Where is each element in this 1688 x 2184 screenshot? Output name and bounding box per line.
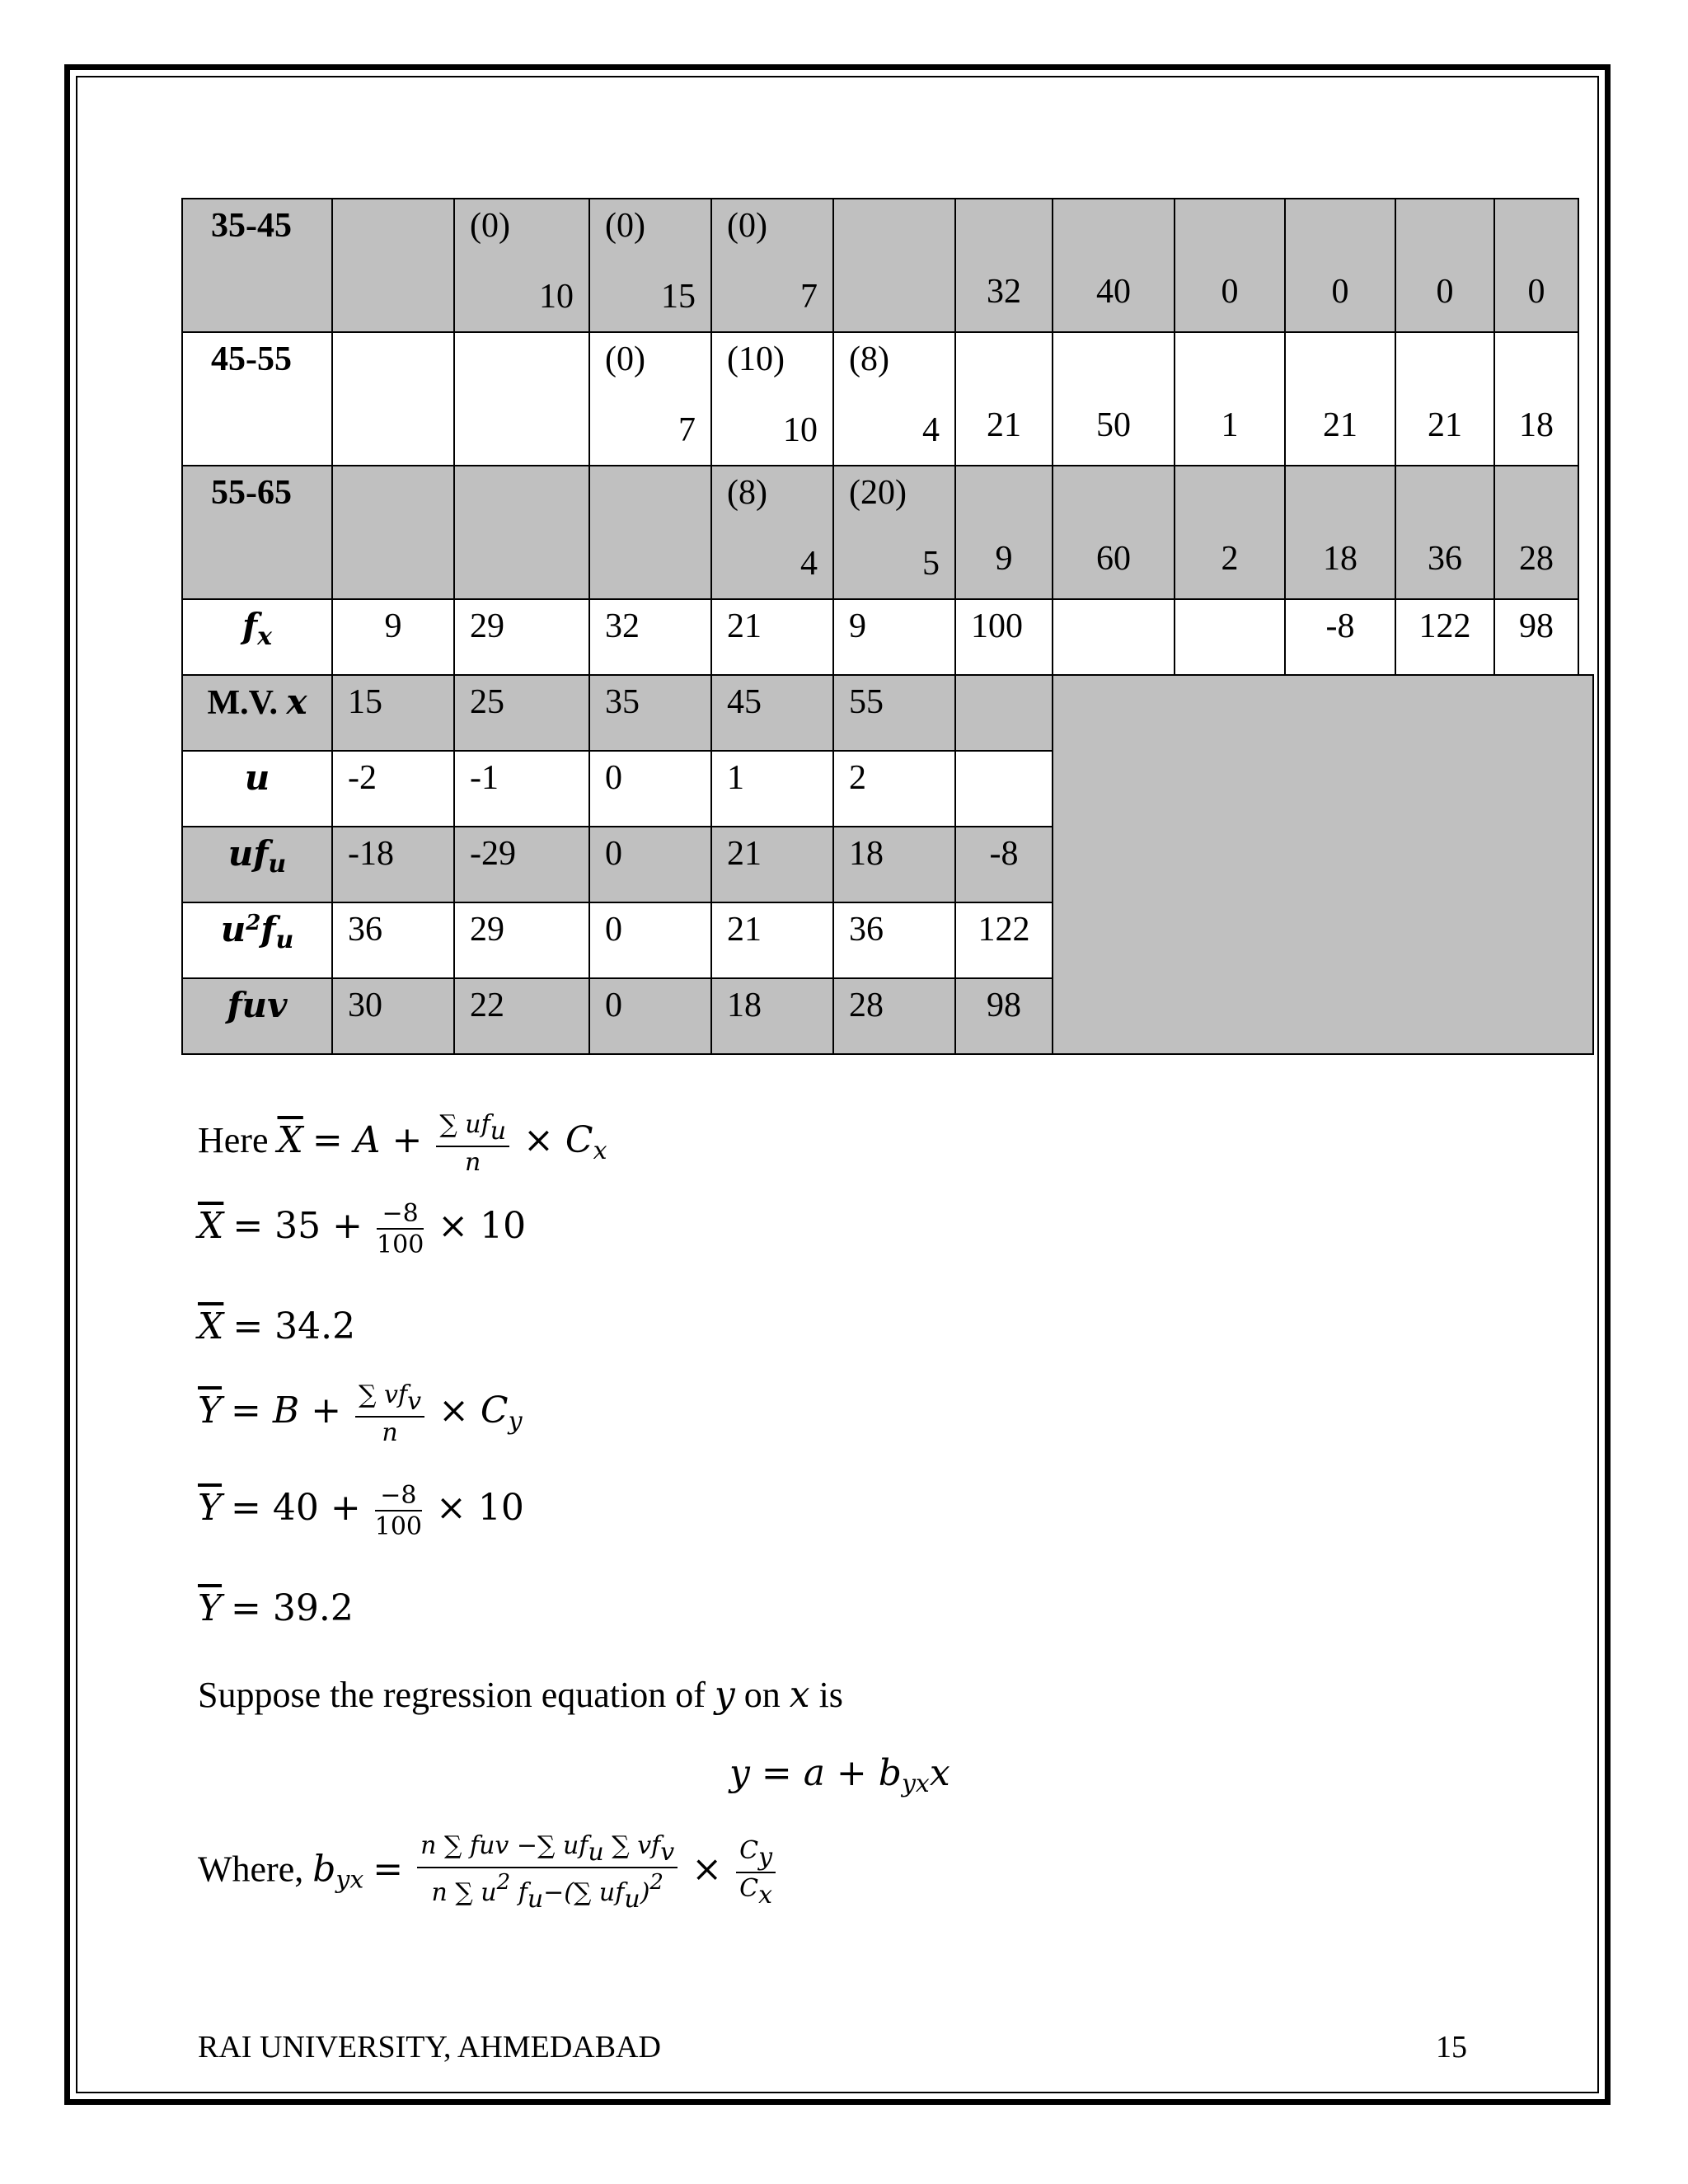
cell-v2f: 21 (1428, 406, 1462, 444)
cell-fuv-col: 0 (589, 978, 711, 1054)
cell-v2f-total: 122 (1395, 599, 1494, 675)
cell-frequency: 7 (678, 411, 696, 450)
table-row (182, 675, 1593, 751)
cell-fuv-total: 98 (1494, 599, 1578, 675)
cell-u2fu: 36 (332, 902, 454, 978)
row-label: $f_x$ (242, 606, 272, 651)
cell-u: 2 (833, 751, 955, 827)
cell-frequency: 7 (800, 278, 818, 316)
cell-v2f: 36 (1428, 540, 1462, 578)
cell-u2fu: 0 (589, 902, 711, 978)
blank-region (1053, 675, 1593, 1054)
cell-fuv: 28 (1519, 540, 1554, 578)
byx-formula: Where, $b_{yx}$ = $\frac{\text{n ∑ fuv −∑ ufu ∑ vfv}}{\text{n ∑ u2 fu−(∑ ufu)2}}$ × $\frac{Cy}{Cx}$ (198, 1834, 781, 1912)
cell-product: (0) (605, 207, 645, 245)
cell-fuv-col: 28 (833, 978, 955, 1054)
cell-fy: 32 (987, 273, 1021, 311)
cell-fx: 9 (332, 599, 454, 675)
cell-u: 1 (711, 751, 833, 827)
row-label: $uf_u$ (227, 833, 287, 879)
cell-u: -2 (332, 751, 454, 827)
cell-frequency: 5 (922, 545, 940, 583)
cell-product: (0) (605, 340, 645, 378)
row-label: 45-55 (211, 340, 292, 378)
xbar-substitution: $\overline{X} = 35$ + $\frac{-8}{100}$ × 10 (198, 1199, 527, 1259)
row-label: u (244, 757, 270, 798)
row-label: $u^2f_u$ (220, 909, 294, 954)
cell-u2fu-total: 122 (955, 902, 1053, 978)
cell-fy: 9 (995, 540, 1013, 578)
cell-fx: 21 (711, 599, 833, 675)
cell-mv-x: 45 (711, 675, 833, 751)
footer-institution: RAI UNIVERSITY, AHMEDABAD (198, 2030, 661, 2064)
row-label: fuv (227, 985, 288, 1025)
regression-equation: $y = a + b_{yx}x$ (729, 1752, 950, 1798)
cell-fx: 29 (454, 599, 589, 675)
ybar-substitution: $\overline{Y} = 40$ + $\frac{-8}{100}$ × 10 (198, 1481, 524, 1541)
table-row (182, 466, 1593, 599)
cell-fuv-col: 30 (332, 978, 454, 1054)
cell-v: 0 (1221, 273, 1239, 311)
cell-fy: 21 (987, 406, 1021, 444)
cell-frequency: 10 (783, 411, 818, 450)
table-row (182, 599, 1593, 675)
cell-u2fu: 36 (833, 902, 955, 978)
cell-fuv-col: 22 (454, 978, 589, 1054)
cell-fuv-col: 18 (711, 978, 833, 1054)
cell-vf: 0 (1331, 273, 1349, 311)
cell-frequency: 15 (661, 278, 696, 316)
cell-product: (0) (727, 207, 767, 245)
cell-u2fu: 21 (711, 902, 833, 978)
cell-mv-y: 50 (1096, 406, 1131, 444)
page-number: 15 (1436, 2030, 1467, 2064)
table-row (182, 332, 1593, 466)
cell-vf-total: -8 (1285, 599, 1395, 675)
row-label: 55-65 (211, 474, 292, 512)
ybar-formula: $\overline{Y} = B$ + $\frac{\text{∑ vfv}}{n}$ × $C_y$ (198, 1380, 523, 1447)
cell-u2fu: 29 (454, 902, 589, 978)
cell-ufu-total: -8 (955, 827, 1053, 902)
cell-fuv: 18 (1519, 406, 1554, 444)
cell-product: (20) (849, 474, 907, 512)
suppose-sentence: Suppose the regression equation of y on x is (198, 1674, 843, 1716)
table-row (182, 199, 1593, 332)
cell-mv-x: 35 (589, 675, 711, 751)
row-label: M.V. x (182, 675, 332, 751)
cell-v2f: 0 (1436, 273, 1454, 311)
cell-fx: 32 (589, 599, 711, 675)
cell-fx: 9 (833, 599, 955, 675)
cell-mv-x: 25 (454, 675, 589, 751)
cell-ufu: 18 (833, 827, 955, 902)
cell-product: (8) (849, 340, 889, 378)
cell-fx-total: 100 (955, 599, 1053, 675)
cell-ufu: -29 (454, 827, 589, 902)
cell-u: 0 (589, 751, 711, 827)
cell-ufu: 21 (711, 827, 833, 902)
xbar-formula: Here $\overline{X} = A$ + $\frac{\text{∑ ufu}}{n}$ × $C_x$ (198, 1110, 607, 1177)
cell-fuv: 0 (1527, 273, 1545, 311)
ybar-value: $\overline{Y} = 39.2$ (198, 1587, 354, 1629)
cell-fuv-col-total: 98 (955, 978, 1053, 1054)
correlation-table (181, 198, 1594, 1055)
cell-frequency: 4 (922, 411, 940, 450)
cell-frequency: 4 (800, 545, 818, 583)
cell-mv-x: 15 (332, 675, 454, 751)
cell-frequency: 10 (539, 278, 574, 316)
cell-v: 1 (1221, 406, 1239, 444)
cell-v: 2 (1221, 540, 1239, 578)
xbar-value: $\overline{X} = 34.2$ (198, 1305, 356, 1347)
cell-ufu: -18 (332, 827, 454, 902)
cell-product: (8) (727, 474, 767, 512)
cell-ufu: 0 (589, 827, 711, 902)
cell-u: -1 (454, 751, 589, 827)
cell-vf: 21 (1323, 406, 1357, 444)
cell-product: (10) (727, 340, 785, 378)
cell-mv-y: 40 (1096, 273, 1131, 311)
row-label: 35-45 (211, 207, 292, 245)
cell-mv-x: 55 (833, 675, 955, 751)
cell-mv-y: 60 (1096, 540, 1131, 578)
cell-vf: 18 (1323, 540, 1357, 578)
cell-product: (0) (470, 207, 510, 245)
